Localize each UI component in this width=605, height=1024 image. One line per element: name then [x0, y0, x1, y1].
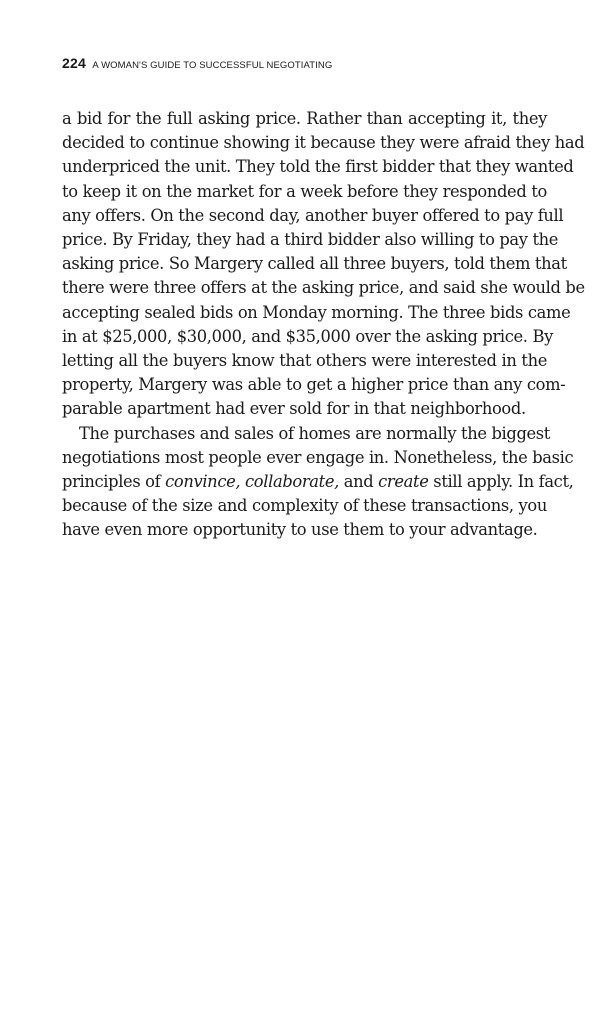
- paragraph-1: [62, 107, 585, 422]
- text-line: because of the size and complexity of these transactions, you: [62, 496, 547, 516]
- text-line: have even more opportunity to use them to your advantage.: [62, 520, 538, 540]
- text-line: accepting sealed bids on Monday morning. The three bids came: [62, 302, 571, 322]
- text-line: any offers. On the second day, another buyer offered to pay full: [62, 205, 564, 225]
- body-text: [62, 107, 585, 543]
- text-line-with-emphasis: [62, 470, 574, 494]
- text-line: underpriced the unit. They told the first bidder that they wanted: [62, 157, 574, 177]
- text-line: negotiations most people ever engage in. Nonetheless, the basic: [62, 447, 574, 467]
- running-head: [62, 55, 332, 73]
- text-line: to keep it on the market for a week before they responded to: [62, 181, 547, 201]
- text-line: The purchases and sales of homes are normally the biggest: [79, 423, 551, 443]
- text-line: price. By Friday, they had a third bidder also willing to pay the: [62, 230, 559, 250]
- book-title: A WOMAN'S GUIDE TO SUCCESSFUL NEGOTIATING: [92, 60, 333, 71]
- emphasis-create: create: [378, 472, 429, 492]
- text-line: parable apartment had ever sold for in that neighborhood.: [62, 399, 526, 419]
- emphasis-principles: convince, collaborate,: [165, 472, 339, 492]
- text-line: letting all the buyers know that others were interested in the: [62, 351, 547, 371]
- text-line: a bid for the full asking price. Rather than accepting it, they: [62, 109, 547, 128]
- paragraph-2: [62, 422, 574, 543]
- text-line: there were three offers at the asking price, and said she would be: [62, 278, 585, 298]
- text-run: and: [338, 472, 379, 492]
- text-line: asking price. So Margery called all three buyers, told them that: [62, 254, 567, 274]
- text-line: property, Margery was able to get a higher price than any com-: [62, 375, 566, 395]
- text-line: in at $25,000, $30,000, and $35,000 over the asking price. By: [62, 326, 553, 346]
- text-run: still apply. In fact,: [428, 472, 574, 492]
- page-number: 224: [62, 55, 86, 71]
- text-run: principles of: [62, 472, 166, 492]
- text-line: decided to continue showing it because they were afraid they had: [62, 133, 585, 153]
